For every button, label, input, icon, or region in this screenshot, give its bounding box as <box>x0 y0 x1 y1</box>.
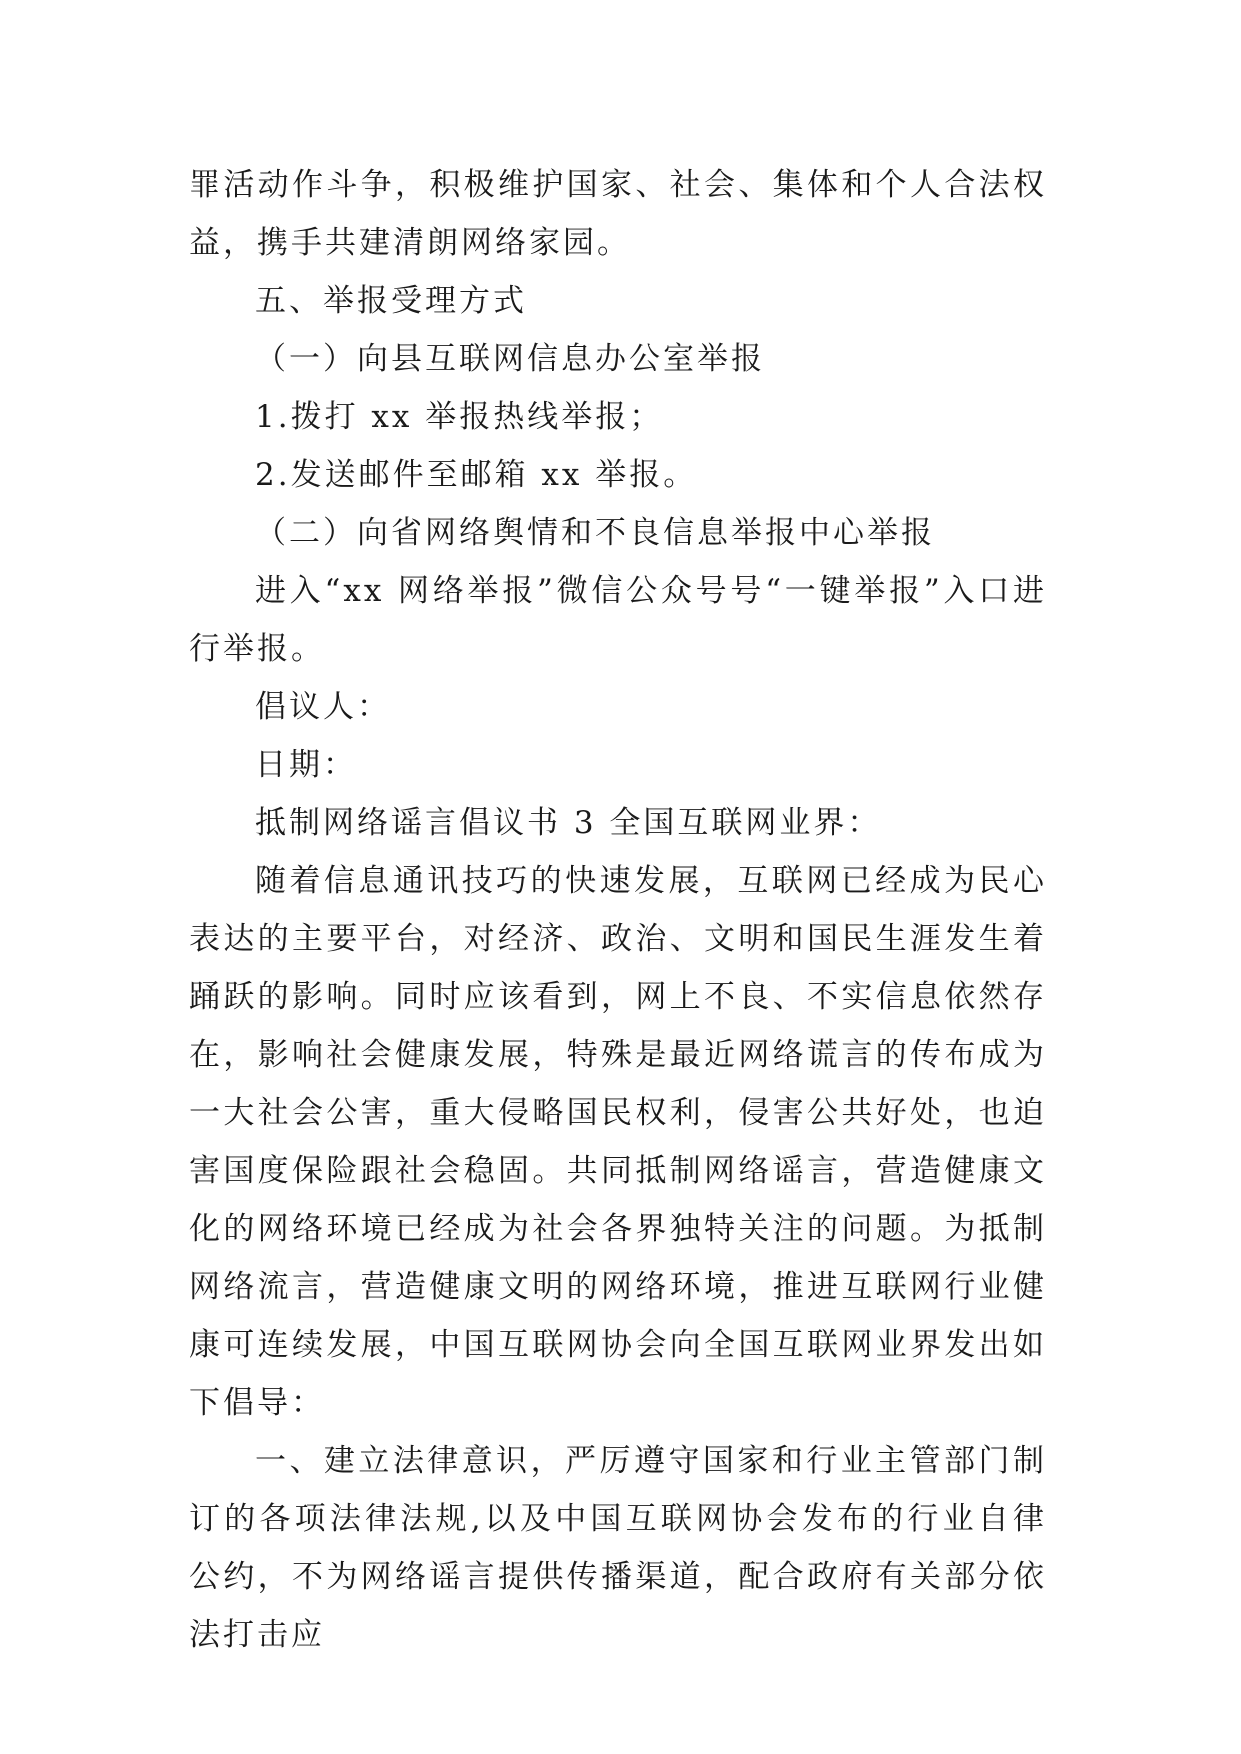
list-item-2: 2.发送邮件至邮箱 xx 举报。 <box>255 457 698 493</box>
document-title-3: 抵制网络谣言倡议书 3 全国互联网业界： <box>255 805 882 841</box>
subheading-1: （一）向县互联网信息办公室举报 <box>255 341 765 377</box>
date-label: 日期： <box>255 747 357 783</box>
list-item-1: 1.拨打 xx 举报热线举报； <box>255 399 664 435</box>
paragraph-intro: 随着信息通讯技巧的快速发展，互联网已经成为民心表达的主要平台，对经济、政治、文明和国民生涯发生着踊跃的影响。同时应该看到，网上不良、不实信息依然存在，影响社会健康发展，特殊是最近网络谎言的传布成为一大社会公害，重大侵略国民权利，侵害公共好处，也迫害国度保险跟社会稳固。共同抵制网络谣言，营造健康文化的网络环境已经成为社会各界独特关注的问题。为抵制网络流言，营造健康文明的网络环境，推进互联网行业健康可连续发展，中国互联网协会向全国互联网业界发出如下倡导： <box>189 863 1047 1421</box>
document-body <box>189 156 1047 1664</box>
proposer-label: 倡议人： <box>255 689 391 725</box>
section-heading-5: 五、举报受理方式 <box>255 283 527 319</box>
paragraph-1: 罪活动作斗争，积极维护国家、社会、集体和个人合法权益，携手共建清朗网络家园。 <box>189 167 1047 261</box>
paragraph-point-1: 一、建立法律意识，严厉遵守国家和行业主管部门制订的各项法律法规,以及中国互联网协会发布的行业自律公约，不为网络谣言提供传播渠道，配合政府有关部分依法打击应 <box>189 1443 1047 1653</box>
subheading-2: （二）向省网络舆情和不良信息举报中心举报 <box>255 515 935 551</box>
paragraph-wechat: 进入“xx 网络举报”微信公众号号“一键举报”入口进行举报。 <box>189 573 1047 667</box>
